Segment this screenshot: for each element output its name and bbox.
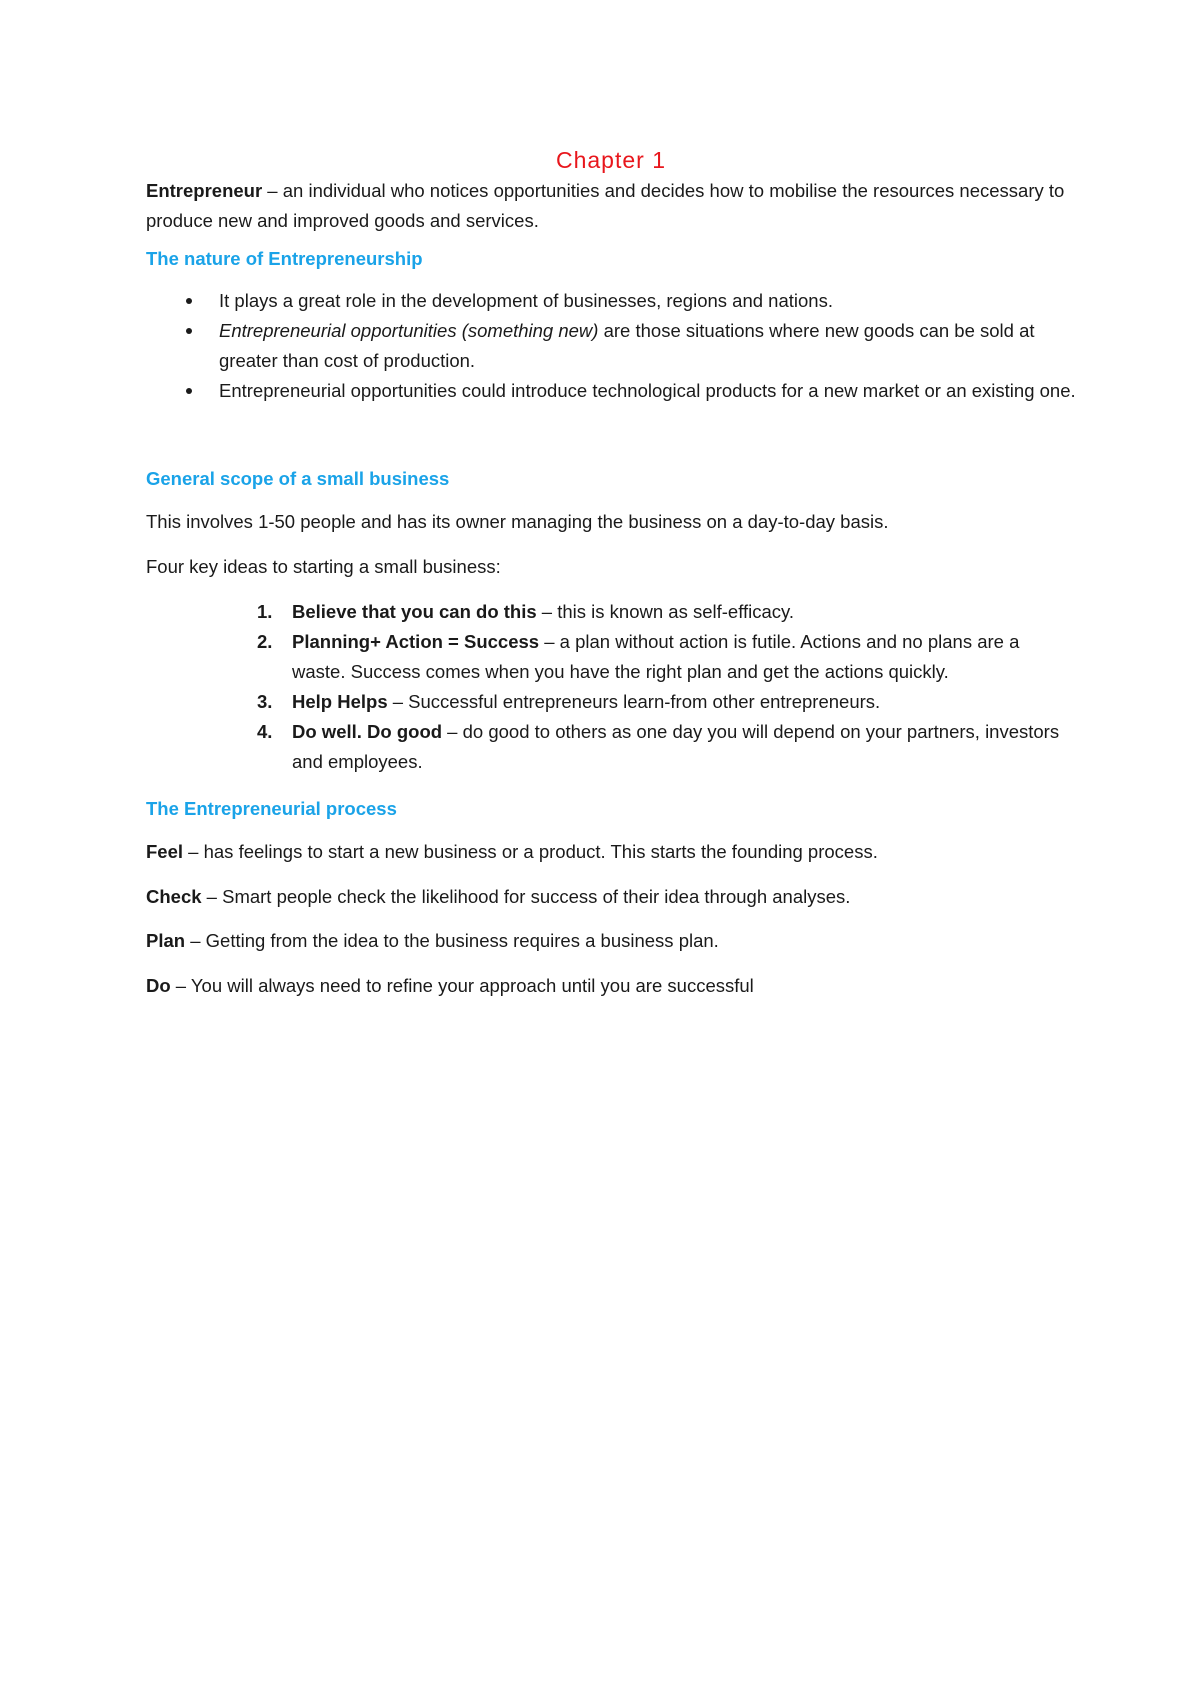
step-text: – Getting from the idea to the business requires a business plan.	[185, 930, 719, 951]
item-text: – this is known as self-efficacy.	[536, 601, 795, 622]
bullet-item	[146, 286, 1076, 316]
step-text: – You will always need to refine your approach until you are successful	[170, 975, 754, 996]
numbered-item	[146, 597, 1076, 627]
step-term: Check	[146, 886, 202, 907]
process-step	[146, 926, 1076, 956]
bullet-item	[146, 316, 1076, 376]
bullet-dot-icon	[186, 328, 192, 334]
step-term: Do	[146, 975, 171, 996]
key-ideas-list	[146, 597, 1076, 777]
item-term: Help Helps	[292, 691, 388, 712]
section-heading-scope: General scope of a small business	[146, 468, 450, 489]
step-text: – Smart people check the likelihood for success of their idea through analyses.	[201, 886, 851, 907]
item-number: 1.	[257, 601, 273, 622]
section-heading-process: The Entrepreneurial process	[146, 798, 397, 819]
item-term: Do well. Do good	[292, 721, 443, 742]
process-step	[146, 971, 1076, 1001]
definition-term: Entrepreneur	[146, 180, 263, 201]
item-number: 3.	[257, 691, 273, 712]
bullet-text: Entrepreneurial opportunities could introduce technological products for a new market or an existing one.	[219, 380, 1076, 401]
step-term: Plan	[146, 930, 186, 951]
numbered-item	[146, 687, 1076, 717]
item-number: 2.	[257, 631, 273, 652]
process-step	[146, 837, 1076, 867]
bullet-text: It plays a great role in the development of businesses, regions and nations.	[219, 290, 833, 311]
item-text: – do good to others as one day you will depend on your partners, investors and employees.	[292, 721, 1060, 772]
numbered-item	[146, 717, 1076, 777]
key-ideas-lead: Four key ideas to starting a small business:	[146, 556, 501, 577]
step-term: Feel	[146, 841, 184, 862]
chapter-title: Chapter 1	[555, 147, 666, 173]
step-text: – has feelings to start a new business or a product. This starts the founding process.	[183, 841, 878, 862]
definition-text: – an individual who notices opportunities and decides how to mobilise the resources necessary to produce new and improved goods and services.	[146, 180, 1065, 231]
bullet-dot-icon	[186, 298, 192, 304]
process-step	[146, 882, 1076, 912]
bullet-text: are those situations where new goods can be sold at greater than cost of production.	[219, 320, 1035, 371]
section-heading-nature: The nature of Entrepreneurship	[146, 248, 423, 269]
bullet-dot-icon	[186, 388, 192, 394]
numbered-item	[146, 627, 1076, 687]
item-number: 4.	[257, 721, 273, 742]
item-text: – a plan without action is futile. Actions and no plans are a waste. Success comes when you have the right plan and get the actions quickly.	[292, 631, 1020, 682]
entrepreneur-definition	[146, 176, 1076, 236]
bullet-italic: Entrepreneurial opportunities (something new)	[219, 320, 599, 341]
scope-paragraph: This involves 1-50 people and has its owner managing the business on a day-to-day basis.	[146, 511, 889, 532]
item-term: Believe that you can do this	[292, 601, 537, 622]
nature-bullet-list	[146, 286, 1076, 406]
item-text: – Successful entrepreneurs learn-from other entrepreneurs.	[387, 691, 881, 712]
item-term: Planning+ Action = Success	[292, 631, 540, 652]
bullet-item	[146, 376, 1076, 406]
